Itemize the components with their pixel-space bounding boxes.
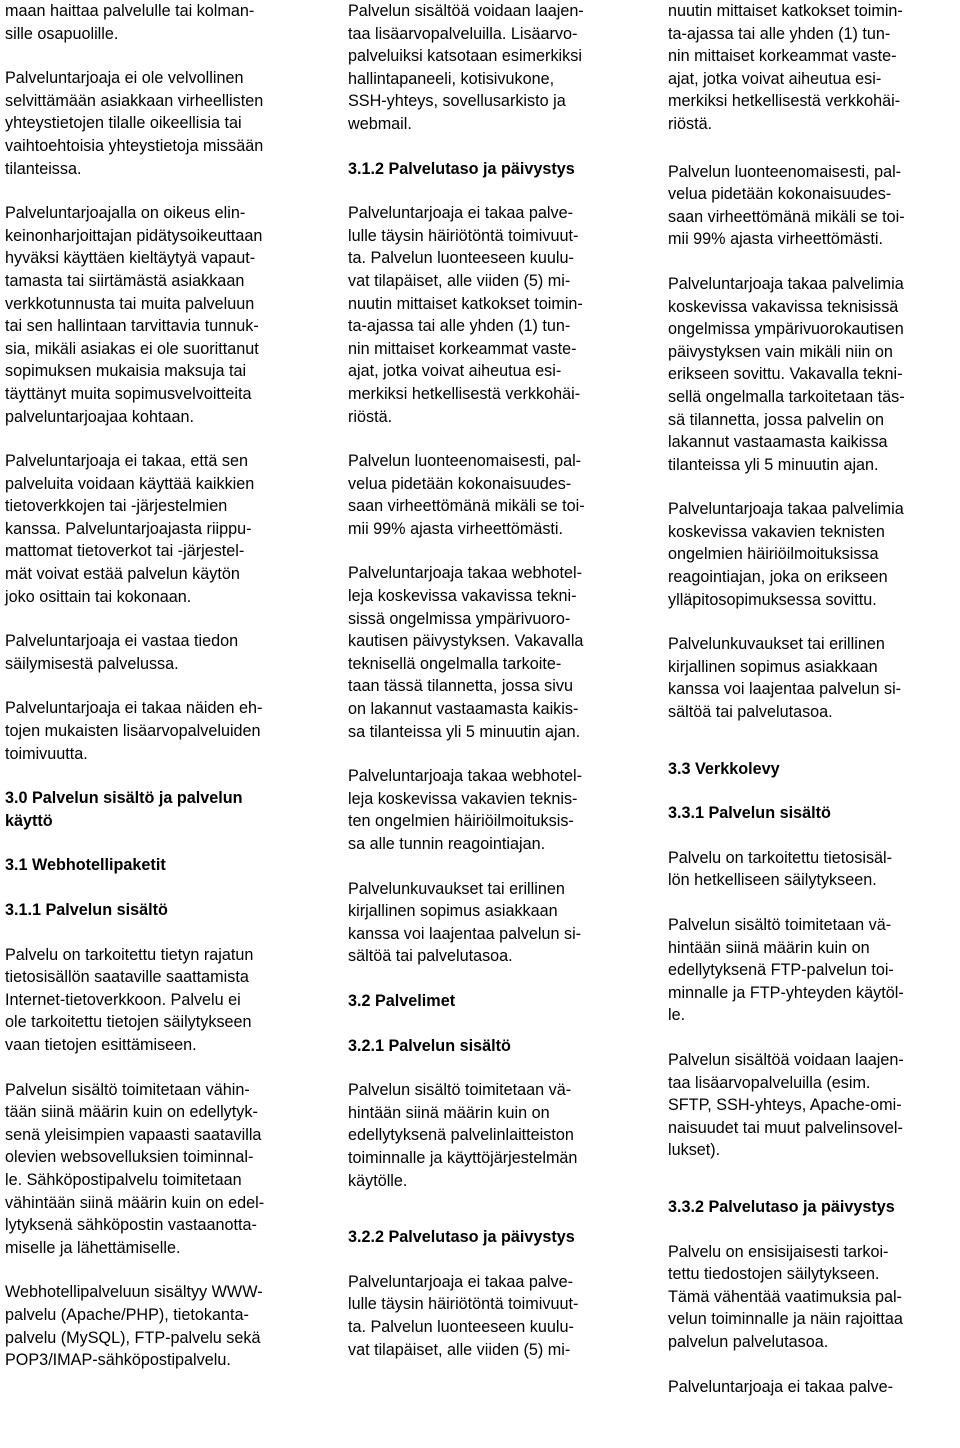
- section-heading: 3.2.1 Palvelun sisältö: [348, 1036, 511, 1055]
- paragraph: Palveluntarjoaja ei takaa palve- lulle täysin häiriötöntä toimivuut- ta. Palvelun luonteeseen kuulu- vat tilapäiset, alle viiden (5) mi- nuutin mittaiset katkokset toimin- ta-ajassa tai alle yhden (1) tun- nin mittaiset korkeammat vaste- ajat, jotka voivat aiheutua esi- merkiksi hetkellisestä verkkohäi- riöstä.: [348, 204, 583, 426]
- paragraph: nuutin mittaiset katkokset toimin- ta-ajassa tai alle yhden (1) tun- nin mittaiset korkeammat vaste- ajat, jotka voivat aiheutua esi- merkiksi hetkellisestä verkkohäi- riöstä.: [668, 2, 903, 133]
- paragraph: Webhotellipalveluun sisältyy WWW- palvelu (Apache/PHP), tietokanta- palvelu (MySQL), FTP-palvelu sekä POP3/IMAP-sähköpostipalvelu.: [5, 1283, 263, 1370]
- section-heading: 3.3 Verkkolevy: [668, 759, 780, 778]
- column-middle: [348, 0, 640, 1361]
- paragraph: Palvelun sisältöä voidaan laajen- taa lisäarvopalveluilla (esim. SFTP, SSH-yhteys, Apache-omi- naisuudet tai muut palvelinsovel- lukset).: [668, 1050, 904, 1160]
- paragraph: Palveluntarjoaja takaa palvelimia koskevissa vakavissa teknisissä ongelmissa ympärivuorokautisen päivystyksen vain mikäli niin on erikseen sovittu. Vakavalla tekni- sellä ongelmalla tarkoitetaan täs- sä tilannetta, jossa palvelin on lakannut vastaamasta kaikissa tilanteissa yli 5 minuutin ajan.: [668, 274, 905, 474]
- section-heading: 3.3.1 Palvelun sisältö: [668, 804, 831, 823]
- paragraph: Palveluntarjoaja ei takaa palve- lulle täysin häiriötöntä toimivuut- ta. Palvelun luonteeseen kuulu- vat tilapäiset, alle viiden (5) mi-: [348, 1272, 579, 1359]
- paragraph: Palveluntarjoaja ei vastaa tiedon säilymisestä palvelussa.: [5, 632, 239, 673]
- paragraph: Palveluntarjoaja takaa webhotel- leja koskevissa vakavien teknis- ten ongelmien häiriöilmoituksis- sa alle tunnin reagointiajan.: [348, 767, 582, 853]
- section-heading: 3.0 Palvelun sisältö ja palvelun käyttö: [5, 789, 243, 830]
- paragraph: Palvelun sisältö toimitetaan vähin- tään siinä määrin kuin on edellytyk- senä yleisimpien vapaasti saatavilla olevien websovelluksien toiminnal- le. Sähköpostipalvelu toimitetaan vähintään siinä määrin kuin on edel- lytyksenä sähköpostin vastaanotta- miselle ja lähettämiselle.: [5, 1080, 265, 1257]
- paragraph: Palvelunkuvaukset tai erillinen kirjallinen sopimus asiakkaan kanssa voi laajentaa palvelun si- sältöä tai palvelutasoa.: [668, 635, 902, 722]
- paragraph: Palveluntarjoaja ei takaa palve-: [668, 1377, 893, 1396]
- paragraph: Palvelun luonteenomaisesti, pal- velua pidetään kokonaisuudes- saan virheettömänä mikäli se toi- mii 99% ajasta virheettömästi.: [348, 452, 585, 538]
- section-heading: 3.1.2 Palvelutaso ja päivystys: [348, 159, 575, 178]
- paragraph: Palveluntarjoaja ei takaa näiden eh- tojen mukaisten lisäarvopalveluiden toimivuutta.: [5, 699, 263, 763]
- paragraph: Palvelu on ensisijaisesti tarkoi- tettu tiedostojen säilytykseen. Tämä vähentää vaatimuksia pal- velun toiminnalle ja näin rajoittaa palvelun palvelutasoa.: [668, 1242, 903, 1351]
- column-left: [5, 0, 323, 1394]
- paragraph: Palvelu on tarkoitettu tietyn rajatun tietosisällön saataville saattamista Internet-tietoverkkoon. Palvelu ei ole tarkoitettu tietojen säilytykseen vaan tietojen esittämiseen.: [5, 945, 254, 1054]
- section-heading: 3.2.2 Palvelutaso ja päivystys: [348, 1228, 575, 1247]
- paragraph: Palvelu on tarkoitettu tietosisäl- lön hetkelliseen säilytykseen.: [668, 848, 893, 890]
- paragraph: Palvelunkuvaukset tai erillinen kirjallinen sopimus asiakkaan kanssa voi laajentaa palvelun si- sältöä tai palvelutasoa.: [348, 879, 582, 966]
- paragraph: Palvelun sisältöä voidaan laajen- taa lisäarvopalveluilla. Lisäarvo- palveluiksi katsotaan esimerkiksi hallintapaneeli, kotisivukone, SSH-yhteys, sovellusarkisto ja webmail.: [348, 2, 584, 133]
- paragraph: Palveluntarjoajalla on oikeus elin- keinonharjoittajan pidätysoikeuttaan hyväksi käyttäen kieltäytyä vapaut- tamasta tai siirtämästä asiakkaan verkkotunnusta tai muita palveluun tai sen hallintaan tarvittavia tunnuk- sia, mikäli asiakas ei ole suorittanut sopimuksen mukaisia maksuja tai täyttänyt muita sopimusvelvoitteita palveluntarjoajaa kohtaan.: [5, 204, 263, 426]
- section-heading: 3.3.2 Palvelutaso ja päivystys: [668, 1197, 895, 1216]
- paragraph: Palveluntarjoaja ei takaa, että sen palveluita voidaan käyttää kaikkien tietoverkkojen tai -järjestelmien kanssa. Palveluntarjoajasta riippu- mattomat tietoverkot tai -järjestel- mät voivat estää palvelun käytön joko osittain tai kokonaan.: [5, 452, 255, 606]
- paragraph: Palveluntarjoaja takaa webhotel- leja koskevissa vakavissa tekni- sissä ongelmissa ympärivuoro- kautisen päivystyksen. Vakavalla teknisellä ongelmalla tarkoite- taan tässä tilannetta, jossa sivu on lakannut vastaamasta kaikis- sa tilanteissa yli 5 minuutin ajan.: [348, 564, 584, 741]
- paragraph: Palvelun sisältö toimitetaan vä- hintään siinä määrin kuin on edellytyksenä palvelinlaitteiston toiminnalle ja käyttöjärjestelmän käytölle.: [348, 1081, 578, 1190]
- section-heading: 3.2 Palvelimet: [348, 991, 456, 1010]
- column-right: [668, 0, 958, 1398]
- paragraph: Palveluntarjoaja ei ole velvollinen selvittämään asiakkaan virheellisten yhteystietojen tilalle oikeellisia tai vaihtoehtoisia yhteystietoja missään tilanteissa.: [5, 69, 264, 178]
- paragraph: Palvelun luonteenomaisesti, pal- velua pidetään kokonaisuudes- saan virheettömänä mikäli se toi- mii 99% ajasta virheettömästi.: [668, 162, 905, 249]
- paragraph: maan haittaa palvelulle tai kolman- sille osapuolille.: [5, 2, 255, 43]
- paragraph: Palvelun sisältö toimitetaan vä- hintään siinä määrin kuin on edellytyksenä FTP-palvelun toi- minnalle ja FTP-yhteyden käytöl- le.: [668, 916, 904, 1025]
- section-heading: 3.1.1 Palvelun sisältö: [5, 901, 168, 919]
- paragraph: Palveluntarjoaja takaa palvelimia koskevissa vakavien teknisten ongelmien häiriöilmoituksissa reagointiajan, joka on erikseen ylläpitosopimuksessa sovittu.: [668, 500, 904, 609]
- section-heading: 3.1 Webhotellipaketit: [5, 856, 166, 875]
